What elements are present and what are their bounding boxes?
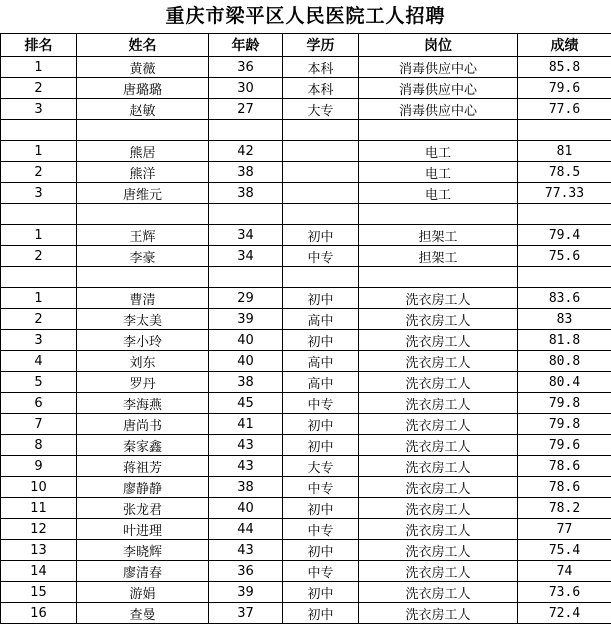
position-cell: 消毒供应中心: [359, 99, 518, 120]
position-cell: 洗衣房工人: [359, 456, 518, 477]
name-cell: 黄薇: [77, 57, 209, 78]
rank-cell: 1: [1, 57, 77, 78]
score-cell: 80.4: [518, 372, 611, 393]
name-cell: 罗丹: [77, 372, 209, 393]
table-row: [1, 351, 611, 372]
score-cell: 73.6: [518, 582, 611, 603]
table-row: [1, 540, 611, 561]
score-cell: 78.2: [518, 498, 611, 519]
age-cell: 38: [209, 477, 283, 498]
rank-cell: [1, 267, 77, 288]
position-cell: 洗衣房工人: [359, 372, 518, 393]
rank-cell: 1: [1, 225, 77, 246]
position-cell: [359, 267, 518, 288]
name-cell: [77, 120, 209, 141]
table-body: [1, 57, 611, 624]
education-cell: 大专: [283, 99, 359, 120]
name-cell: 李小玲: [77, 330, 209, 351]
age-cell: 42: [209, 141, 283, 162]
score-cell: 81: [518, 141, 611, 162]
name-cell: [77, 204, 209, 225]
table-row: [1, 57, 611, 78]
rank-cell: 13: [1, 540, 77, 561]
name-cell: 赵敏: [77, 99, 209, 120]
rank-cell: 8: [1, 435, 77, 456]
position-cell: 洗衣房工人: [359, 582, 518, 603]
table-row: [1, 309, 611, 330]
score-cell: 78.6: [518, 456, 611, 477]
position-cell: 洗衣房工人: [359, 540, 518, 561]
name-cell: 唐尚书: [77, 414, 209, 435]
rank-cell: 3: [1, 183, 77, 204]
table-row: [1, 120, 611, 141]
education-cell: 初中: [283, 288, 359, 309]
position-cell: 洗衣房工人: [359, 498, 518, 519]
score-cell: 85.8: [518, 57, 611, 78]
education-cell: 初中: [283, 225, 359, 246]
position-cell: [359, 204, 518, 225]
table-row: [1, 78, 611, 99]
education-cell: [283, 141, 359, 162]
position-cell: 担架工: [359, 246, 518, 267]
education-cell: [283, 204, 359, 225]
name-cell: 叶进理: [77, 519, 209, 540]
age-cell: 27: [209, 99, 283, 120]
name-cell: 廖静静: [77, 477, 209, 498]
position-cell: 洗衣房工人: [359, 477, 518, 498]
score-cell: [518, 267, 611, 288]
position-cell: 电工: [359, 183, 518, 204]
age-cell: 44: [209, 519, 283, 540]
score-cell: [518, 204, 611, 225]
age-cell: 39: [209, 309, 283, 330]
name-cell: 查曼: [77, 603, 209, 624]
rank-cell: 16: [1, 603, 77, 624]
age-cell: 38: [209, 372, 283, 393]
table-row: [1, 603, 611, 624]
education-cell: [283, 162, 359, 183]
score-cell: 72.4: [518, 603, 611, 624]
age-cell: 39: [209, 582, 283, 603]
score-cell: 79.6: [518, 78, 611, 99]
position-cell: 洗衣房工人: [359, 561, 518, 582]
age-cell: 41: [209, 414, 283, 435]
age-cell: 40: [209, 498, 283, 519]
rank-cell: 4: [1, 351, 77, 372]
age-cell: 40: [209, 351, 283, 372]
education-cell: 高中: [283, 372, 359, 393]
education-cell: 高中: [283, 309, 359, 330]
age-cell: 34: [209, 225, 283, 246]
age-cell: 43: [209, 456, 283, 477]
name-cell: 廖清春: [77, 561, 209, 582]
score-cell: 74: [518, 561, 611, 582]
table-row: [1, 330, 611, 351]
table-row: [1, 477, 611, 498]
header-position: 岗位: [359, 34, 518, 57]
age-cell: 37: [209, 603, 283, 624]
name-cell: 唐璐璐: [77, 78, 209, 99]
score-cell: 79.8: [518, 414, 611, 435]
table-row: [1, 141, 611, 162]
rank-cell: 2: [1, 246, 77, 267]
name-cell: 游娟: [77, 582, 209, 603]
name-cell: 李海燕: [77, 393, 209, 414]
table-row: [1, 519, 611, 540]
score-cell: 83.6: [518, 288, 611, 309]
score-cell: [518, 120, 611, 141]
table-row: [1, 288, 611, 309]
table-row: [1, 225, 611, 246]
table-row: [1, 183, 611, 204]
education-cell: 初中: [283, 498, 359, 519]
position-cell: 消毒供应中心: [359, 57, 518, 78]
score-cell: 80.8: [518, 351, 611, 372]
education-cell: 初中: [283, 603, 359, 624]
rank-cell: 6: [1, 393, 77, 414]
rank-cell: 5: [1, 372, 77, 393]
score-cell: 78.6: [518, 477, 611, 498]
table-row: [1, 582, 611, 603]
recruitment-table: [0, 33, 611, 624]
table-row: [1, 267, 611, 288]
education-cell: 中专: [283, 393, 359, 414]
score-cell: 81.8: [518, 330, 611, 351]
table-row: [1, 246, 611, 267]
name-cell: 李晓辉: [77, 540, 209, 561]
position-cell: 洗衣房工人: [359, 288, 518, 309]
position-cell: 洗衣房工人: [359, 603, 518, 624]
rank-cell: 14: [1, 561, 77, 582]
rank-cell: 7: [1, 414, 77, 435]
table-row: [1, 204, 611, 225]
age-cell: [209, 267, 283, 288]
position-cell: 电工: [359, 162, 518, 183]
rank-cell: 3: [1, 99, 77, 120]
score-cell: 79.6: [518, 435, 611, 456]
rank-cell: [1, 120, 77, 141]
name-cell: [77, 267, 209, 288]
table-row: [1, 162, 611, 183]
position-cell: 洗衣房工人: [359, 519, 518, 540]
rank-cell: 11: [1, 498, 77, 519]
position-cell: 洗衣房工人: [359, 330, 518, 351]
age-cell: [209, 204, 283, 225]
table-row: [1, 561, 611, 582]
table-row: [1, 393, 611, 414]
education-cell: 高中: [283, 351, 359, 372]
rank-cell: 3: [1, 330, 77, 351]
header-row: [1, 34, 611, 57]
rank-cell: 2: [1, 78, 77, 99]
education-cell: 初中: [283, 582, 359, 603]
name-cell: 熊洋: [77, 162, 209, 183]
position-cell: 洗衣房工人: [359, 309, 518, 330]
name-cell: 李太美: [77, 309, 209, 330]
header-name: 姓名: [77, 34, 209, 57]
score-cell: 83: [518, 309, 611, 330]
education-cell: 初中: [283, 540, 359, 561]
table-row: [1, 414, 611, 435]
education-cell: [283, 267, 359, 288]
age-cell: 36: [209, 561, 283, 582]
education-cell: 中专: [283, 561, 359, 582]
rank-cell: [1, 204, 77, 225]
table-row: [1, 498, 611, 519]
position-cell: 洗衣房工人: [359, 435, 518, 456]
score-cell: 77.6: [518, 99, 611, 120]
education-cell: 初中: [283, 435, 359, 456]
name-cell: 李豪: [77, 246, 209, 267]
age-cell: 36: [209, 57, 283, 78]
position-cell: 担架工: [359, 225, 518, 246]
rank-cell: 12: [1, 519, 77, 540]
rank-cell: 2: [1, 162, 77, 183]
age-cell: 43: [209, 435, 283, 456]
age-cell: 30: [209, 78, 283, 99]
education-cell: 初中: [283, 414, 359, 435]
name-cell: 蒋祖芳: [77, 456, 209, 477]
education-cell: 中专: [283, 246, 359, 267]
position-cell: 消毒供应中心: [359, 78, 518, 99]
education-cell: 本科: [283, 57, 359, 78]
education-cell: [283, 120, 359, 141]
age-cell: 43: [209, 540, 283, 561]
age-cell: 29: [209, 288, 283, 309]
header-score: 成绩: [518, 34, 611, 57]
position-cell: 洗衣房工人: [359, 351, 518, 372]
header-education: 学历: [283, 34, 359, 57]
rank-cell: 1: [1, 288, 77, 309]
age-cell: 45: [209, 393, 283, 414]
age-cell: [209, 120, 283, 141]
position-cell: [359, 120, 518, 141]
position-cell: 洗衣房工人: [359, 414, 518, 435]
table-row: [1, 372, 611, 393]
name-cell: 刘东: [77, 351, 209, 372]
table-row: [1, 99, 611, 120]
header-age: 年龄: [209, 34, 283, 57]
education-cell: 大专: [283, 456, 359, 477]
education-cell: 中专: [283, 477, 359, 498]
age-cell: 40: [209, 330, 283, 351]
score-cell: 79.8: [518, 393, 611, 414]
name-cell: 熊居: [77, 141, 209, 162]
score-cell: 77: [518, 519, 611, 540]
rank-cell: 9: [1, 456, 77, 477]
score-cell: 77.33: [518, 183, 611, 204]
rank-cell: 15: [1, 582, 77, 603]
education-cell: [283, 183, 359, 204]
education-cell: 中专: [283, 519, 359, 540]
table-row: [1, 456, 611, 477]
score-cell: 79.4: [518, 225, 611, 246]
name-cell: 张龙君: [77, 498, 209, 519]
header-rank: 排名: [1, 34, 77, 57]
position-cell: 电工: [359, 141, 518, 162]
education-cell: 本科: [283, 78, 359, 99]
name-cell: 唐维元: [77, 183, 209, 204]
table-row: [1, 435, 611, 456]
education-cell: 初中: [283, 330, 359, 351]
age-cell: 38: [209, 162, 283, 183]
score-cell: 75.4: [518, 540, 611, 561]
age-cell: 34: [209, 246, 283, 267]
name-cell: 秦家鑫: [77, 435, 209, 456]
rank-cell: 1: [1, 141, 77, 162]
position-cell: 洗衣房工人: [359, 393, 518, 414]
rank-cell: 2: [1, 309, 77, 330]
score-cell: 75.6: [518, 246, 611, 267]
page-title: 重庆市梁平区人民医院工人招聘: [165, 5, 446, 27]
name-cell: 曹清: [77, 288, 209, 309]
score-cell: 78.5: [518, 162, 611, 183]
age-cell: 38: [209, 183, 283, 204]
rank-cell: 10: [1, 477, 77, 498]
name-cell: 王辉: [77, 225, 209, 246]
